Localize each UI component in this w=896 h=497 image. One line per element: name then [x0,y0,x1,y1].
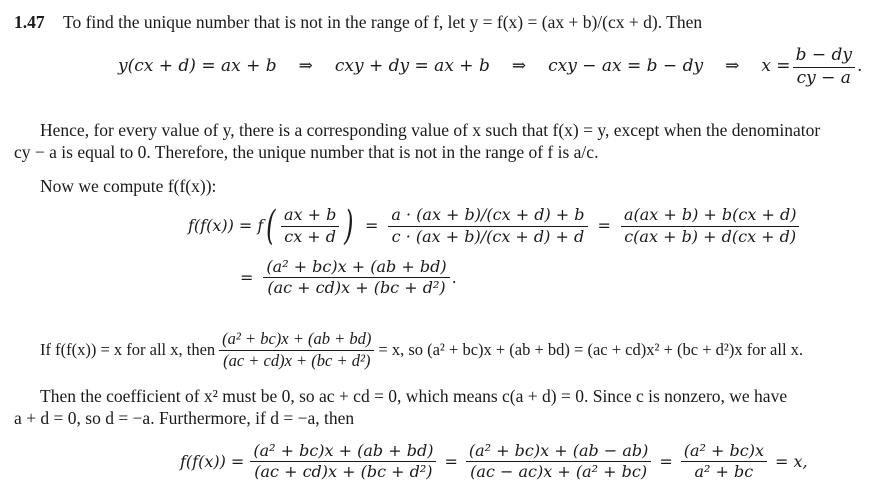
eq1-f3-denominator: c(ax + b) + d(cx + d) [624,226,797,246]
eq3-f2-numerator: (a² + bc)x + (ab − ab) [466,442,651,462]
eq1-inner-fraction [281,206,339,246]
equals-sign: = [240,267,254,287]
eq2-period: . [451,267,457,287]
equation-composition [188,203,801,249]
paragraph-2-line-1: Then the coefficient of x² must be 0, so ac + cd = 0, which means c(a + d) = 0. Since c is nonzero, we have [40,386,788,406]
eq3-f3-denominator: a² + bc [694,462,754,482]
eq1-inner-numerator: ax + b [281,206,339,226]
eq1-f2-denominator: c · (ax + b)/(cx + d) + d [391,226,585,246]
implies-arrow: ⇒ [725,56,740,77]
implies-arrow: ⇒ [298,56,313,77]
chain-step-3: cxy − ax = b − dy [548,56,704,77]
solution-fraction [793,46,855,88]
chain-step-1: y(cx + d) = ax + b [118,56,277,77]
chain-step-2: cxy + dy = ax + b [334,56,490,77]
eq1-inner-denominator: cx + d [284,226,337,246]
condition-pre: If f(f(x)) = x for all x, then [40,340,216,360]
left-paren: ( [266,203,276,249]
paragraph-1-line-1: Hence, for every value of y, there is a corresponding value of x such that f(x) = y, except when the denominator [40,120,821,140]
fraction-denominator: cy − a [796,67,851,88]
equation-final [180,442,808,482]
condition-fraction [219,330,374,371]
eq3-fraction-3 [681,442,767,482]
compute-heading: Now we compute f(f(x)): [40,176,217,196]
eq3-f1-numerator: (a² + bc)x + (ab + bd) [250,442,436,462]
eq2-fraction [263,258,449,298]
eq1-fraction-2 [388,206,587,246]
equals-sign: = [364,216,379,235]
problem-header [14,12,702,34]
equals-sign: = [444,451,458,471]
eq3-fraction-1 [250,442,436,482]
eq3-f3-numerator: (a² + bc)x [681,442,767,462]
condition-line [40,330,803,371]
eq3-tail: = x, [775,451,808,471]
equals-sign: = [659,451,673,471]
eq2-denominator: (ac + cd)x + (bc + d²) [267,278,446,298]
derivation-chain [118,46,862,88]
chain-step-4-lhs: x = [761,56,791,77]
condition-post: = x, so (a² + bc)x + (ab + bd) = (ac + cd)x² + (bc + d²)x for all x. [378,340,804,360]
eq1-f3-numerator: a(ax + b) + b(cx + d) [621,206,800,226]
eq3-fraction-2 [466,442,651,482]
fraction-numerator: b − dy [793,46,855,68]
implies-arrow: ⇒ [511,56,527,77]
equation-simplified [240,258,457,298]
eq1-fraction-3 [621,206,800,246]
paragraph-2-line-2: a + d = 0, so d = −a. Furthermore, if d = −a, then [14,408,355,428]
eq3-f2-denominator: (ac − ac)x + (a² + bc) [470,462,648,482]
chain-period: . [856,56,863,77]
eq1-f2-numerator: a · (ax + b)/(cx + d) + b [388,206,587,226]
eq1-lhs: f(f(x)) = f [188,216,264,235]
eq3-lhs: f(f(x)) = [180,451,245,471]
intro-text: To find the unique number that is not in the range of f, let y = f(x) = (ax + b)/(cx + d). Then [63,12,703,32]
eq3-f1-denominator: (ac + cd)x + (bc + d²) [254,462,433,482]
right-paren: ) [344,203,354,249]
equals-sign: = [597,216,611,235]
eq2-numerator: (a² + bc)x + (ab + bd) [263,258,449,278]
problem-number: 1.47 [14,12,45,32]
condition-numerator: (a² + bc)x + (ab + bd) [219,330,374,351]
condition-denominator: (ac + cd)x + (bc + d²) [223,350,371,370]
paragraph-1-line-2: cy − a is equal to 0. Therefore, the unique number that is not in the range of f is a/c. [14,142,599,162]
